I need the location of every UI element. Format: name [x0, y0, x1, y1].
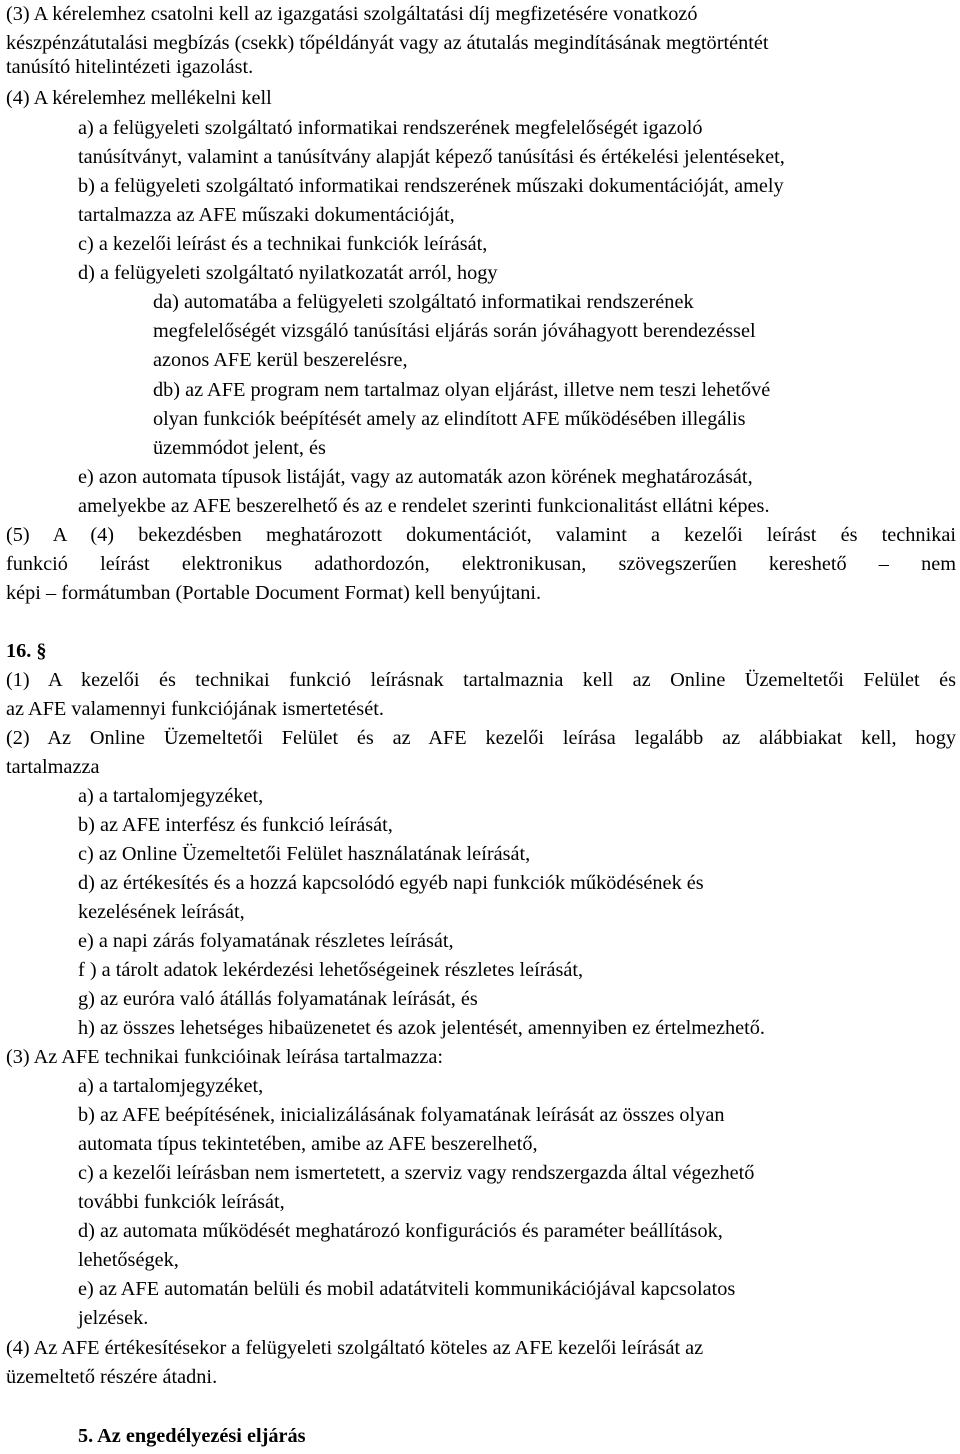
text-line: kezelésének leírását,	[78, 901, 245, 923]
text-line: (3) A kérelemhez csatolni kell az igazgatási szolgáltatási díj megfizetésére vonatkozó	[6, 3, 698, 25]
text-line: olyan funkciók beépítését amely az elindított AFE működésében illegális	[153, 408, 746, 430]
text-line: (1) A kezelői és technikai funkció leírásnak tartalmaznia kell az Online Üzemeltetői Felület és	[6, 669, 956, 691]
text-line: d) az értékesítés és a hozzá kapcsolódó egyéb napi funkciók működésének és	[78, 872, 704, 894]
text-line: képi – formátumban (Portable Document Format) kell benyújtani.	[6, 582, 542, 604]
text-line: tartalmazza	[6, 756, 100, 778]
text-line: b) az AFE interfész és funkció leírását,	[78, 814, 393, 836]
text-line: c) a kezelői leírást és a technikai funkciók leírását,	[78, 233, 488, 255]
text-line: c) a kezelői leírásban nem ismertetett, a szerviz vagy rendszergazda által végezhető	[78, 1162, 755, 1184]
text-line: üzemmódot jelent, és	[153, 437, 326, 459]
text-line: megfelelőségét vizsgáló tanúsítási eljárás során jóváhagyott berendezéssel	[153, 320, 756, 342]
text-line: b) az AFE beépítésének, inicializálásának folyamatának leírását az összes olyan	[78, 1104, 725, 1126]
text-line: e) a napi zárás folyamatának részletes leírását,	[78, 930, 454, 952]
text-line: c) az Online Üzemeltetői Felület használatának leírását,	[78, 843, 531, 865]
text-line: jelzések.	[78, 1307, 149, 1329]
text-line: lehetőségek,	[78, 1249, 179, 1271]
text-line: készpénzátutalási megbízás (csekk) tőpéldányát vagy az átutalás megindításának megtörténtét	[6, 32, 769, 54]
text-line: g) az euróra való átállás folyamatának leírását, és	[78, 988, 478, 1010]
text-line: e) az AFE automatán belüli és mobil adatátviteli kommunikációjával kapcsolatos	[78, 1278, 736, 1300]
section-heading: 5. Az engedélyezési eljárás	[78, 1425, 306, 1447]
text-line: automata típus tekintetében, amibe az AFE beszerelhető,	[78, 1133, 538, 1155]
paragraph-number: 16. §	[6, 640, 47, 662]
text-line: h) az összes lehetséges hibaüzenetet és azok jelentését, amennyiben ez értelmezhető.	[78, 1017, 765, 1039]
text-line: (2) Az Online Üzemeltetői Felület és az AFE kezelői leírása legalább az alábbiakat kell, hogy	[6, 727, 956, 749]
text-line: a) a tartalomjegyzéket,	[78, 1075, 264, 1097]
text-line: azonos AFE kerül beszerelésre,	[153, 349, 408, 371]
text-line: a) a tartalomjegyzéket,	[78, 785, 264, 807]
text-line: üzemeltető részére átadni.	[6, 1366, 218, 1388]
text-line: amelyekbe az AFE beszerelhető és az e rendelet szerinti funkcionalitást ellátni képes.	[78, 495, 770, 517]
text-line: (3) Az AFE technikai funkcióinak leírása tartalmazza:	[6, 1046, 443, 1068]
text-line: tanúsítványt, valamint a tanúsítvány alapját képező tanúsítási és értékelési jelentéseket,	[78, 146, 785, 168]
text-line: a) a felügyeleti szolgáltató informatikai rendszerének megfelelőségét igazoló	[78, 117, 703, 139]
text-line: további funkciók leírását,	[78, 1191, 285, 1213]
text-line: tanúsító hitelintézeti igazolást.	[6, 56, 254, 78]
text-line: db) az AFE program nem tartalmaz olyan eljárást, illetve nem teszi lehetővé	[153, 379, 771, 401]
text-line: az AFE valamennyi funkciójának ismertetését.	[6, 698, 384, 720]
text-line: e) azon automata típusok listáját, vagy az automaták azon körének meghatározását,	[78, 466, 753, 488]
text-line: funkció leírást elektronikus adathordozón, elektronikusan, szövegszerűen kereshető – nem	[6, 553, 956, 575]
text-line: da) automatába a felügyeleti szolgáltató informatikai rendszerének	[153, 291, 694, 313]
text-line: tartalmazza az AFE műszaki dokumentációját,	[78, 204, 455, 226]
text-line: d) az automata működését meghatározó konfigurációs és paraméter beállítások,	[78, 1220, 723, 1242]
text-line: (4) A kérelemhez mellékelni kell	[6, 87, 272, 109]
text-line: d) a felügyeleti szolgáltató nyilatkozatát arról, hogy	[78, 262, 498, 284]
text-line: b) a felügyeleti szolgáltató informatikai rendszerének műszaki dokumentációját, amely	[78, 175, 784, 197]
text-line: (4) Az AFE értékesítésekor a felügyeleti szolgáltató köteles az AFE kezelői leírását az	[6, 1337, 704, 1359]
text-line: f ) a tárolt adatok lekérdezési lehetőségeinek részletes leírását,	[78, 959, 584, 981]
text-line: (5) A (4) bekezdésben meghatározott dokumentációt, valamint a kezelői leírást és technikai	[6, 524, 956, 546]
